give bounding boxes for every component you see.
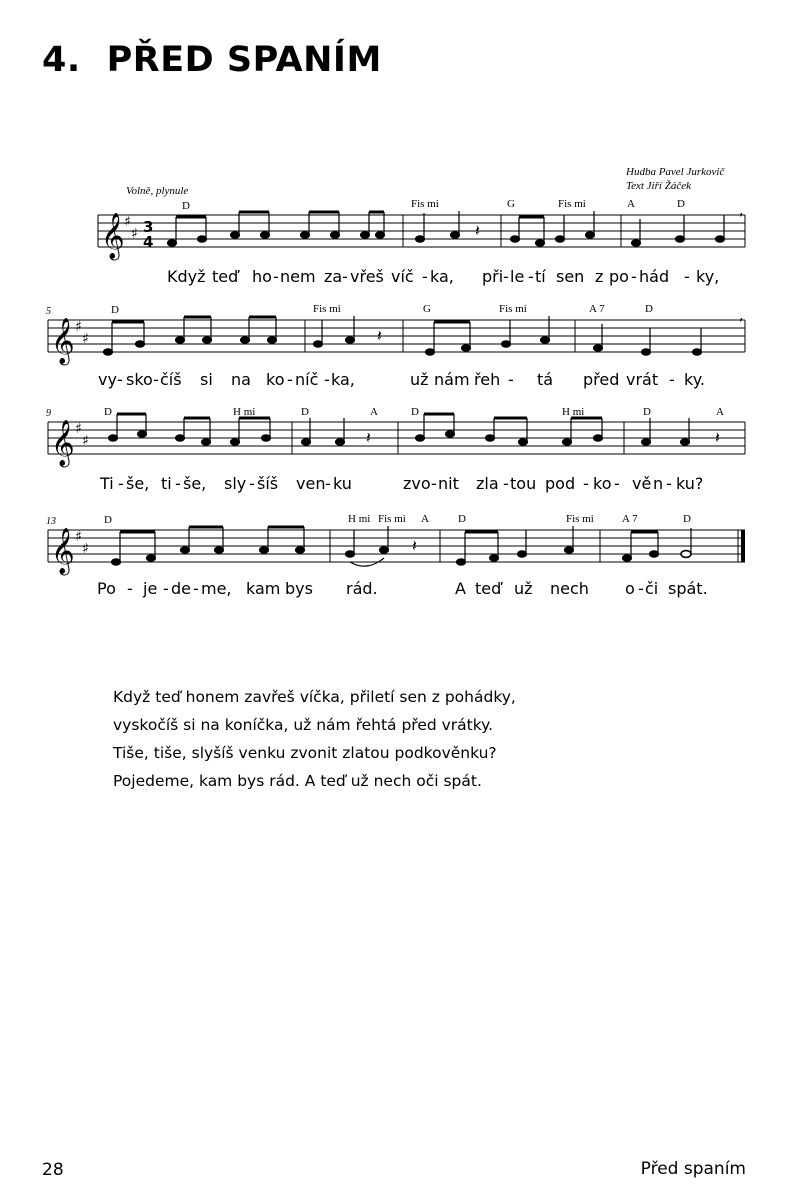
treble-clef-icon: 𝄞 [51, 528, 75, 574]
quarter-rest-icon: 𝄽 [715, 428, 720, 447]
final-barline [741, 530, 745, 562]
lyric-syllable: za [324, 267, 343, 286]
lyric-syllable: - [503, 474, 509, 493]
chord: Fis mi [566, 513, 594, 525]
chord: H mi [562, 406, 585, 418]
chord: G [507, 198, 515, 210]
lyric-syllable: - [614, 474, 620, 493]
verse-line: vyskočíš si na koníčka, už nám řehtá před vrátky. [113, 716, 494, 734]
lyric-syllable: - [431, 474, 437, 493]
staff-1 [0, 195, 792, 305]
lyric-syllable: ku [333, 474, 352, 493]
lyric-syllable: še, [126, 474, 150, 493]
chord: A 7 [622, 513, 638, 525]
lyric-syllable: - [127, 579, 133, 598]
chord: D [104, 406, 112, 418]
sharp-icon: ♯ [75, 319, 82, 335]
lyric-syllable: - [193, 579, 199, 598]
chord: D [301, 406, 309, 418]
verse-line: Pojedeme, kam bys rád. A teď už nech oči spát. [113, 772, 482, 790]
lyric-syllable: kam [246, 579, 281, 598]
breath-mark-icon: , [739, 308, 744, 324]
chord: Fis mi [558, 198, 586, 210]
lyric-syllable: řeh [474, 370, 501, 389]
lyric-syllable: še, [183, 474, 207, 493]
notes [168, 211, 725, 246]
lyric-syllable: - [422, 267, 428, 286]
lyric-syllable: teď [212, 267, 239, 286]
lyric-syllable: ko [593, 474, 612, 493]
lyric-syllable: sly [224, 474, 247, 493]
lyric-syllable: ky, [696, 267, 720, 286]
treble-clef-icon: 𝄞 [51, 420, 75, 466]
lyric-syllable: níč [295, 370, 319, 389]
chord: D [677, 198, 685, 210]
lyric-syllable: šíš [257, 474, 279, 493]
measure-number: 5 [46, 306, 51, 317]
music-system-1 [0, 195, 792, 305]
measure-number: 13 [46, 516, 56, 527]
song-number: 4. [42, 40, 81, 80]
chord: H mi [348, 513, 371, 525]
lyric-syllable: - [638, 579, 644, 598]
chord: Fis mi [378, 513, 406, 525]
time-signature-bottom: 4 [143, 233, 154, 251]
measure-number: 9 [46, 408, 51, 419]
lyric-syllable: ka, [430, 267, 454, 286]
lyric-syllable: - [117, 370, 123, 389]
chord: D [458, 513, 466, 525]
lyric-syllable: sen [556, 267, 585, 286]
lyric-syllable: teď [475, 579, 502, 598]
lyric-syllable: už [410, 370, 429, 389]
chord: Fis mi [411, 198, 439, 210]
lyric-syllable: už [514, 579, 533, 598]
quarter-rest-icon: 𝄽 [412, 536, 417, 555]
staff-4 [0, 510, 792, 620]
lyric-syllable: tá [537, 370, 554, 389]
chord: Fis mi [499, 303, 527, 315]
lyric-syllable: zvo [403, 474, 431, 493]
lyric-syllable: vrát [626, 370, 659, 389]
lyric-syllable: Ti [100, 474, 114, 493]
lyric-syllable: ti [161, 474, 172, 493]
chord: Fis mi [313, 303, 341, 315]
lyric-syllable: de [171, 579, 191, 598]
staff-2 [0, 300, 792, 410]
credits [626, 165, 724, 193]
sharp-icon: ♯ [82, 433, 89, 449]
time-signature-top: 3 [143, 218, 154, 236]
lyric-syllable: - [153, 370, 159, 389]
page-number: 28 [42, 1160, 64, 1180]
lyric-syllable: - [287, 370, 293, 389]
music-system-2 [0, 300, 792, 410]
breath-mark-icon: , [739, 203, 744, 219]
chord: A [421, 513, 429, 525]
quarter-rest-icon: 𝄽 [377, 326, 382, 345]
tempo-marking: Volně, plynule [126, 185, 189, 197]
lyric-syllable: - [118, 474, 124, 493]
treble-clef-icon: 𝄞 [51, 318, 75, 364]
lyric-syllable: po [609, 267, 629, 286]
lyric-syllable: na [231, 370, 251, 389]
lyric-syllable: spát. [668, 579, 708, 598]
lyric-syllable: před [583, 370, 620, 389]
chord: D [683, 513, 691, 525]
lyric-syllable: - [528, 267, 534, 286]
chord: A 7 [589, 303, 605, 315]
lyric-syllable: při [482, 267, 504, 286]
page-title [42, 40, 382, 80]
lyric-syllable: pod [545, 474, 576, 493]
quarter-rest-icon: 𝄽 [475, 221, 480, 240]
running-head: Před spaním [640, 1159, 746, 1179]
verse-line: Když teď honem zavřeš víčka, přiletí sen z pohádky, [113, 688, 516, 706]
quarter-rest-icon: 𝄽 [366, 428, 371, 447]
lyric-syllable: - [508, 370, 514, 389]
lyric-syllable: bys [285, 579, 313, 598]
lyric-syllable: nit [438, 474, 459, 493]
sharp-icon: ♯ [131, 226, 138, 242]
treble-clef-icon: 𝄞 [101, 213, 125, 259]
lyric-syllable: je [143, 579, 158, 598]
lyric-syllable: ho [252, 267, 272, 286]
lyric-syllable: n [653, 474, 664, 493]
lyric-syllable: - [666, 474, 672, 493]
chord: G [423, 303, 431, 315]
verse-text [113, 683, 516, 795]
lyric-syllable: či [645, 579, 659, 598]
verse-line: Tiše, tiše, slyšíš venku zvonit zlatou podkověnku? [113, 744, 497, 762]
sharp-icon: ♯ [82, 541, 89, 557]
chord: D [104, 514, 112, 526]
lyric-syllable: o [625, 579, 635, 598]
lyric-syllable: Po [97, 579, 116, 598]
lyric-syllable: - [669, 370, 675, 389]
lyric-syllable: - [249, 474, 255, 493]
chord: D [182, 200, 190, 212]
chord: D [411, 406, 419, 418]
lyric-syllable: tí [535, 267, 546, 286]
lyric-syllable: - [273, 267, 279, 286]
lyric-syllable: me, [201, 579, 232, 598]
chord: A [716, 406, 724, 418]
lyric-syllable: sko [126, 370, 153, 389]
lyric-syllable: - [583, 474, 589, 493]
lyric-syllable: - [684, 267, 690, 286]
lyric-syllable: le [510, 267, 525, 286]
song-title: PŘED SPANÍM [106, 40, 382, 80]
music-system-4 [0, 510, 792, 620]
lyric-syllable: zla [476, 474, 499, 493]
lyric-syllable: hád [639, 267, 670, 286]
lyric-syllable: vě [632, 474, 652, 493]
sharp-icon: ♯ [75, 529, 82, 545]
lyric-syllable: ko [266, 370, 285, 389]
lyric-syllable: - [631, 267, 637, 286]
lyric-syllable: - [503, 267, 509, 286]
lyric-syllable: vřeš [350, 267, 384, 286]
lyric-syllable: - [175, 474, 181, 493]
lyric-syllable: číš [160, 370, 182, 389]
lyric-syllable: vy [98, 370, 117, 389]
lyric-syllable: nech [550, 579, 589, 598]
lyric-syllable: A [455, 579, 466, 598]
sharp-icon: ♯ [124, 214, 131, 230]
chord: A [370, 406, 378, 418]
text-credit: Text Jiří Žáček [626, 180, 691, 192]
sharp-icon: ♯ [82, 331, 89, 347]
lyric-syllable: víč [391, 267, 414, 286]
lyric-syllable: nem [280, 267, 316, 286]
chord: D [643, 406, 651, 418]
chord: D [111, 304, 119, 316]
lyric-syllable: z [595, 267, 604, 286]
staff-3 [0, 402, 792, 512]
chord: D [645, 303, 653, 315]
lyric-syllable: tou [510, 474, 537, 493]
lyric-syllable: ky. [684, 370, 705, 389]
lyric-syllable: - [342, 267, 348, 286]
lyric-syllable: - [325, 474, 331, 493]
lyric-syllable: ku? [676, 474, 704, 493]
lyric-syllable: nám [434, 370, 470, 389]
lyric-syllable: - [163, 579, 169, 598]
lyric-syllable: rád. [346, 579, 378, 598]
chord: H mi [233, 406, 256, 418]
lyric-syllable: si [200, 370, 213, 389]
music-system-3 [0, 402, 792, 512]
lyric-syllable: ven [296, 474, 326, 493]
chord: A [627, 198, 635, 210]
lyric-syllable: - [324, 370, 330, 389]
music-credit: Hudba Pavel Jurkovič [626, 166, 725, 178]
lyric-syllable: ka, [331, 370, 355, 389]
lyric-syllable: Když [167, 267, 206, 286]
sharp-icon: ♯ [75, 421, 82, 437]
